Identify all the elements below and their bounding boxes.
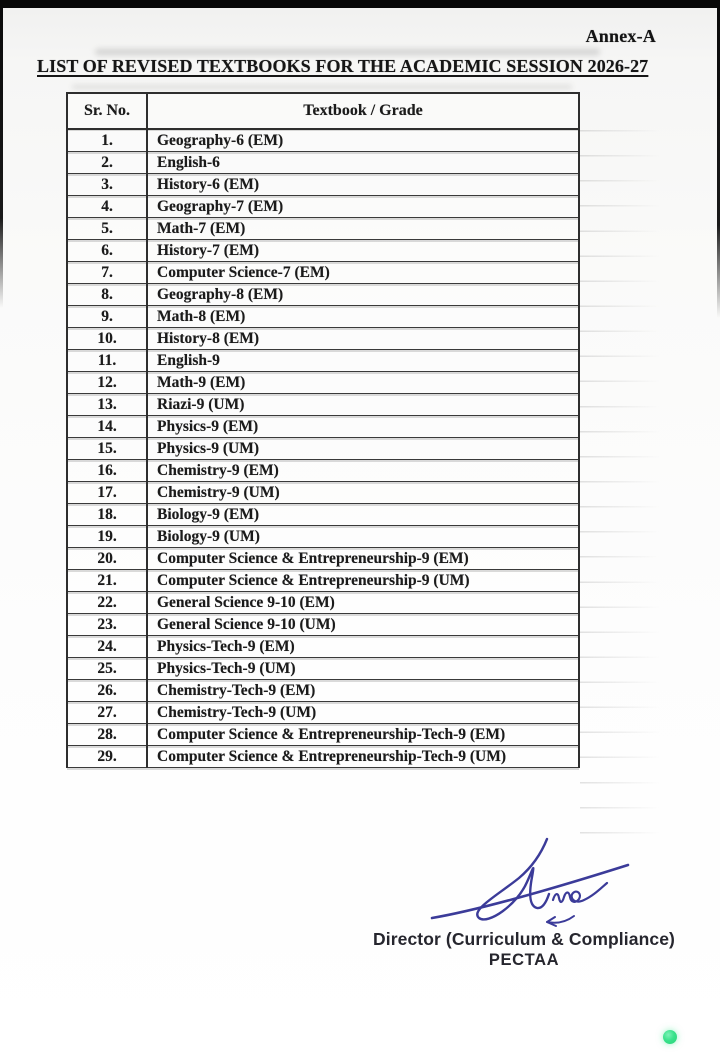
row-sr-no: 25. [67,658,147,680]
row-sr-no: 19. [67,526,147,548]
row-textbook: Computer Science-7 (EM) [147,262,579,284]
signature-block [354,929,694,970]
table-row [67,284,579,306]
row-sr-no: 26. [67,680,147,702]
row-textbook: Computer Science & Entrepreneurship-Tech-9 (EM) [147,724,579,746]
table-row [67,328,579,350]
signatory-organization: PECTAA [488,951,560,969]
table-row [67,504,579,526]
annex-label: Annex-A [585,26,656,46]
row-sr-no: 14. [67,416,147,438]
row-sr-no: 22. [67,592,147,614]
row-textbook: Chemistry-9 (UM) [147,482,579,504]
row-sr-no: 9. [67,306,147,328]
row-textbook: Geography-8 (EM) [147,284,579,306]
row-sr-no: 15. [67,438,147,460]
table-row [67,702,579,724]
row-sr-no: 3. [67,174,147,196]
row-textbook: History-7 (EM) [147,240,579,262]
table-header-row [67,93,579,129]
row-textbook: Computer Science & Entrepreneurship-9 (EM) [147,548,579,570]
row-textbook: English-6 [147,152,579,174]
row-textbook: General Science 9-10 (EM) [147,592,579,614]
table-row [67,592,579,614]
row-sr-no: 8. [67,284,147,306]
table-row [67,240,579,262]
table-row [67,152,579,174]
table-row [67,570,579,592]
row-textbook: Physics-Tech-9 (EM) [147,636,579,658]
scan-ghost-lines [580,130,660,857]
row-sr-no: 1. [67,129,147,152]
row-sr-no: 6. [67,240,147,262]
signatory-designation: Director (Curriculum & Compliance) [373,929,675,949]
table-row [67,196,579,218]
row-textbook: Physics-Tech-9 (UM) [147,658,579,680]
table-row [67,482,579,504]
table-row [67,438,579,460]
photo-edge-top [0,0,720,8]
signature-icon [424,832,652,934]
status-dot-icon [663,1030,677,1044]
row-sr-no: 13. [67,394,147,416]
row-sr-no: 4. [67,196,147,218]
row-textbook: History-6 (EM) [147,174,579,196]
row-sr-no: 27. [67,702,147,724]
table-row [67,218,579,240]
row-textbook: Math-9 (EM) [147,372,579,394]
row-sr-no: 24. [67,636,147,658]
row-sr-no: 18. [67,504,147,526]
row-textbook: Computer Science & Entrepreneurship-Tech-9 (UM) [147,746,579,768]
table-row [67,548,579,570]
table-row [67,526,579,548]
textbook-table-body [67,129,579,768]
row-textbook: Math-8 (EM) [147,306,579,328]
table-row [67,306,579,328]
row-sr-no: 7. [67,262,147,284]
row-sr-no: 11. [67,350,147,372]
row-sr-no: 16. [67,460,147,482]
table-row [67,394,579,416]
row-textbook: Biology-9 (EM) [147,504,579,526]
table-row [67,416,579,438]
row-textbook: History-8 (EM) [147,328,579,350]
table-row [67,658,579,680]
row-sr-no: 28. [67,724,147,746]
table-row [67,746,579,768]
row-sr-no: 21. [67,570,147,592]
row-sr-no: 17. [67,482,147,504]
table-row [67,129,579,152]
row-textbook: Biology-9 (UM) [147,526,579,548]
table-row [67,680,579,702]
scan-smudge [95,49,600,55]
row-textbook: Geography-6 (EM) [147,129,579,152]
row-textbook: Physics-9 (UM) [147,438,579,460]
table-row [67,350,579,372]
row-textbook: English-9 [147,350,579,372]
header-sr-no: Sr. No. [67,93,147,129]
scan-smudge [72,85,572,89]
row-sr-no: 23. [67,614,147,636]
row-textbook: Physics-9 (EM) [147,416,579,438]
row-textbook: Chemistry-9 (EM) [147,460,579,482]
row-textbook: Computer Science & Entrepreneurship-9 (UM) [147,570,579,592]
table-row [67,262,579,284]
row-textbook: Geography-7 (EM) [147,196,579,218]
table-row [67,636,579,658]
row-textbook: Riazi-9 (UM) [147,394,579,416]
row-sr-no: 5. [67,218,147,240]
table-row [67,460,579,482]
row-sr-no: 29. [67,746,147,768]
row-sr-no: 20. [67,548,147,570]
row-textbook: Chemistry-Tech-9 (UM) [147,702,579,724]
row-sr-no: 10. [67,328,147,350]
row-sr-no: 12. [67,372,147,394]
row-textbook: Chemistry-Tech-9 (EM) [147,680,579,702]
row-textbook: General Science 9-10 (UM) [147,614,579,636]
table-row [67,174,579,196]
table-row [67,724,579,746]
row-textbook: Math-7 (EM) [147,218,579,240]
table-row [67,372,579,394]
row-sr-no: 2. [67,152,147,174]
header-textbook-grade: Textbook / Grade [147,93,579,129]
photo-edge-left [0,8,3,308]
page-title: LIST OF REVISED TEXTBOOKS FOR THE ACADEMIC SESSION 2026-27 [37,56,649,76]
table-row [67,614,579,636]
textbook-table [66,92,580,768]
